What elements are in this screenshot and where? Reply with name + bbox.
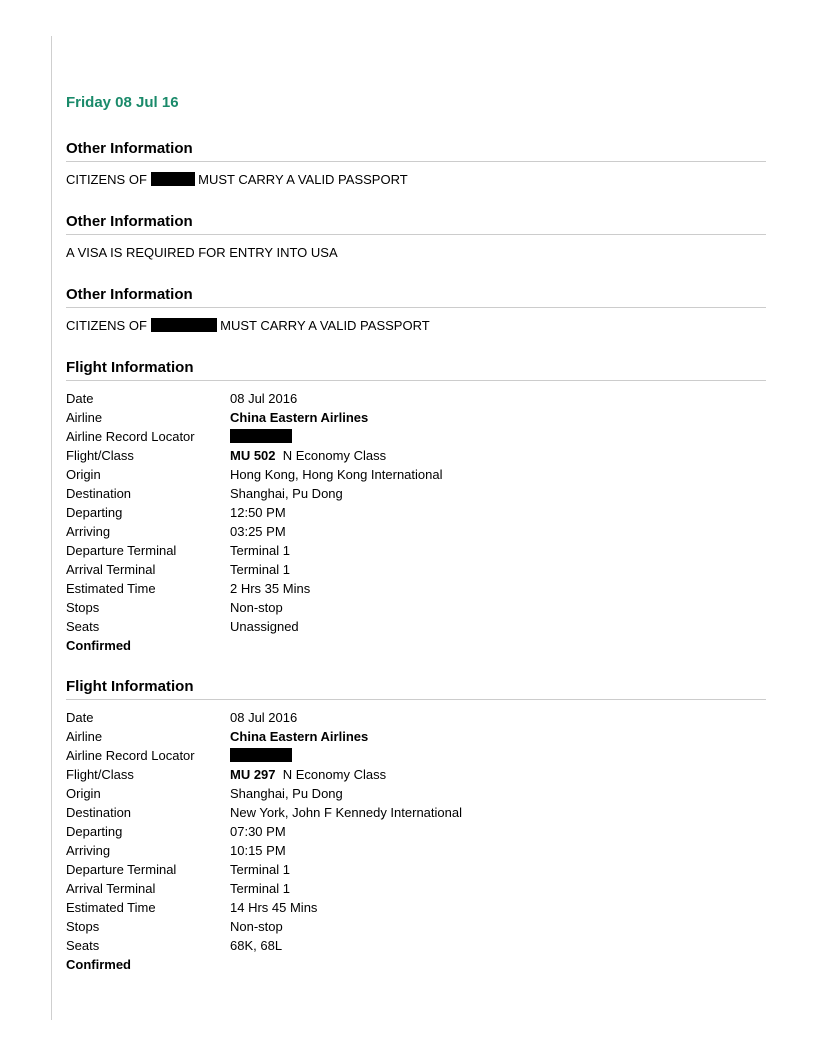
row-arrival-terminal [66,879,766,898]
label-seats: Seats [66,619,100,634]
label-destination: Destination [66,486,132,501]
value-arrival-terminal: Terminal 1 [230,562,290,577]
note-text-before: CITIZENS OF [66,172,147,187]
value-destination: Shanghai, Pu Dong [230,486,343,501]
value-date: 08 Jul 2016 [230,710,298,725]
flight-details [66,708,766,974]
value-airline: China Eastern Airlines [230,410,369,425]
redacted-record-locator [230,429,292,443]
left-margin-rule [51,36,52,1020]
row-origin [66,784,766,803]
row-arriving [66,841,766,860]
value-origin: Shanghai, Pu Dong [230,786,343,801]
row-seats [66,936,766,955]
row-departing [66,822,766,841]
label-airline: Airline [66,729,103,744]
row-stops [66,598,766,617]
row-estimated-time [66,579,766,598]
label-airline: Airline [66,410,103,425]
value-flight-class [230,446,766,465]
day-title: Friday 08 Jul 16 [66,94,179,111]
row-airline [66,727,766,746]
row-seats [66,617,766,636]
label-date: Date [66,391,94,406]
value-departing: 07:30 PM [230,824,286,839]
label-stops: Stops [66,600,100,615]
row-flight-class [66,765,766,784]
label-arriving: Arriving [66,843,111,858]
label-arriving: Arriving [66,524,111,539]
redacted-record-locator [230,748,292,762]
visa-note: A VISA IS REQUIRED FOR ENTRY INTO USA [66,245,338,260]
note-text-before: CITIZENS OF [66,318,147,333]
section-heading: Other Information [66,139,766,162]
section-heading: Flight Information [66,358,766,381]
row-record-locator [66,427,766,446]
label-flight-class: Flight/Class [66,448,134,463]
value-seats: Unassigned [230,619,299,634]
value-estimated-time: 2 Hrs 35 Mins [230,581,311,596]
flight-number: MU 297 [230,767,276,782]
note-text-after: MUST CARRY A VALID PASSPORT [220,318,430,333]
label-departing: Departing [66,824,123,839]
value-seats: 68K, 68L [230,938,283,953]
row-date [66,389,766,408]
label-departing: Departing [66,505,123,520]
passport-note [66,170,766,189]
fare-class: N Economy Class [282,767,387,782]
row-date [66,708,766,727]
label-date: Date [66,710,94,725]
note-text-after: MUST CARRY A VALID PASSPORT [198,172,408,187]
row-departure-terminal [66,860,766,879]
row-record-locator [66,746,766,765]
status-confirmed: Confirmed [66,638,131,653]
row-stops [66,917,766,936]
itinerary-content [66,93,766,996]
other-info-section-3 [66,285,766,335]
value-destination: New York, John F Kennedy International [230,805,462,820]
label-origin: Origin [66,786,101,801]
redacted-country [151,172,195,186]
flight-details [66,389,766,655]
value-departing: 12:50 PM [230,505,286,520]
row-airline [66,408,766,427]
passport-note [66,316,766,335]
section-heading: Other Information [66,285,766,308]
label-flight-class: Flight/Class [66,767,134,782]
value-origin: Hong Kong, Hong Kong International [230,467,443,482]
label-estimated-time: Estimated Time [66,900,156,915]
label-departure-terminal: Departure Terminal [66,543,177,558]
value-airline: China Eastern Airlines [230,729,369,744]
value-flight-class [230,765,766,784]
value-estimated-time: 14 Hrs 45 Mins [230,900,318,915]
value-record-locator [230,746,766,765]
label-arrival-terminal: Arrival Terminal [66,562,156,577]
label-destination: Destination [66,805,132,820]
value-arriving: 03:25 PM [230,524,286,539]
label-seats: Seats [66,938,100,953]
label-estimated-time: Estimated Time [66,581,156,596]
row-destination [66,484,766,503]
value-stops: Non-stop [230,600,283,615]
value-departure-terminal: Terminal 1 [230,543,290,558]
flight-info-section-1 [66,358,766,655]
row-destination [66,803,766,822]
value-stops: Non-stop [230,919,283,934]
row-departing [66,503,766,522]
value-departure-terminal: Terminal 1 [230,862,290,877]
flight-info-section-2 [66,677,766,974]
row-flight-class [66,446,766,465]
value-record-locator [230,427,766,446]
label-stops: Stops [66,919,100,934]
row-departure-terminal [66,541,766,560]
row-arrival-terminal [66,560,766,579]
label-record-locator: Airline Record Locator [66,748,195,763]
label-record-locator: Airline Record Locator [66,429,195,444]
row-arriving [66,522,766,541]
label-arrival-terminal: Arrival Terminal [66,881,156,896]
value-date: 08 Jul 2016 [230,391,298,406]
row-estimated-time [66,898,766,917]
value-arriving: 10:15 PM [230,843,286,858]
other-info-section-1 [66,139,766,189]
section-heading: Flight Information [66,677,766,700]
label-departure-terminal: Departure Terminal [66,862,177,877]
value-arrival-terminal: Terminal 1 [230,881,290,896]
section-heading: Other Information [66,212,766,235]
flight-number: MU 502 [230,448,276,463]
row-origin [66,465,766,484]
label-origin: Origin [66,467,101,482]
status-confirmed: Confirmed [66,957,131,972]
other-info-section-2 [66,212,766,262]
redacted-country [151,318,217,332]
fare-class: N Economy Class [282,448,387,463]
